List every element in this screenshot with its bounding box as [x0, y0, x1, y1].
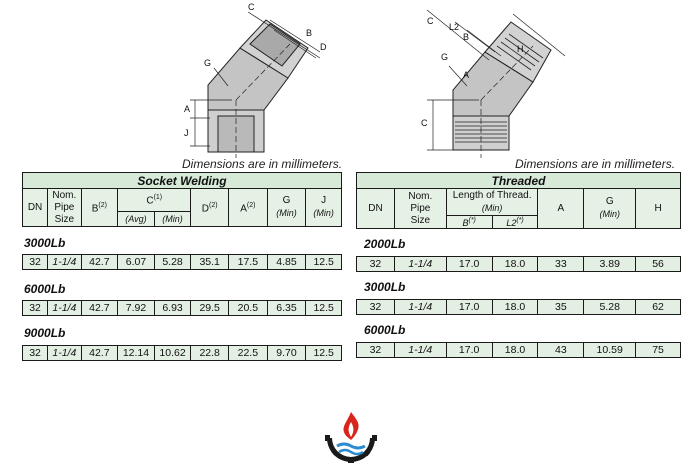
cell: 43 [538, 343, 584, 358]
cell: 17.0 [446, 300, 492, 315]
cell: 6.07 [118, 255, 155, 270]
threaded-header-table [356, 172, 681, 229]
th-row-6000 [356, 342, 681, 358]
socket-welding-title: Socket Welding [23, 173, 342, 189]
label-a: A [463, 70, 470, 80]
sw-rating-label: 3000Lb [24, 236, 66, 250]
cell: 17.0 [446, 343, 492, 358]
cell: 12.5 [306, 255, 342, 270]
cell: 35.1 [191, 255, 229, 270]
cell: 56 [636, 257, 681, 272]
cell: 42.7 [81, 301, 118, 316]
col-c-avg: (Avg) [118, 212, 155, 227]
col-b: $B^{(2)}$ [81, 189, 118, 227]
sw-rating-label: 6000Lb [24, 282, 66, 296]
cell: 32 [357, 343, 395, 358]
th-rating-label: 3000Lb [364, 280, 406, 294]
label-b: B [306, 28, 313, 38]
label-g: G [441, 52, 449, 62]
col-nom-pipe-size: Nom. Pipe Size [48, 189, 81, 227]
label-c-top: C [427, 16, 434, 26]
cell: 1-1/4 [394, 343, 446, 358]
label-l2: L2 [449, 22, 460, 32]
col-g: G (Min) [267, 189, 306, 227]
col-d: $D^{(2)}$ [191, 189, 229, 227]
units-caption-left: Dimensions are in millimeters. [182, 157, 343, 171]
cell: 12.14 [118, 346, 155, 361]
cell: 12.5 [306, 346, 342, 361]
label-b: B [463, 32, 470, 42]
cell: 32 [357, 257, 395, 272]
cell: 75 [636, 343, 681, 358]
col-length-of-thread: Length of Thread. (Min) [446, 189, 538, 216]
col-c: $C^{(1)}$ [118, 189, 191, 212]
cell: 32 [23, 346, 48, 361]
cell: 42.7 [81, 346, 118, 361]
cell: 62 [636, 300, 681, 315]
cell: 20.5 [228, 301, 267, 316]
cell: 7.92 [118, 301, 155, 316]
cell: 17.5 [228, 255, 267, 270]
units-caption-right: Dimensions are in millimeters. [515, 157, 676, 171]
cell: 32 [23, 255, 48, 270]
col-a: A [538, 189, 584, 229]
cell: 1-1/4 [394, 257, 446, 272]
sw-row-9000 [22, 345, 342, 361]
cell: 6.93 [154, 301, 191, 316]
socket-weld-elbow-drawing [170, 0, 350, 160]
col-b: B(*) [446, 216, 492, 229]
cell: 10.62 [154, 346, 191, 361]
sw-rating-label: 9000Lb [24, 326, 66, 340]
cell: 1-1/4 [48, 301, 81, 316]
cell: 10.59 [584, 343, 636, 358]
col-a: $A^{(2)}$ [228, 189, 267, 227]
th-row-3000 [356, 299, 681, 315]
th-rating-label: 6000Lb [364, 323, 406, 337]
cell: 3.89 [584, 257, 636, 272]
label-c: C [248, 2, 255, 12]
cell: 18.0 [492, 300, 538, 315]
cell: 5.28 [584, 300, 636, 315]
col-dn: DN [357, 189, 395, 229]
label-h: H [517, 44, 524, 54]
col-c-min: (Min) [154, 212, 191, 227]
col-g: G (Min) [584, 189, 636, 229]
cell: 1-1/4 [48, 255, 81, 270]
cell: 17.0 [446, 257, 492, 272]
label-c-side: C [421, 118, 428, 128]
col-j: J (Min) [306, 189, 342, 227]
cell: 29.5 [191, 301, 229, 316]
cell: 35 [538, 300, 584, 315]
label-g: G [204, 58, 212, 68]
cell: 1-1/4 [394, 300, 446, 315]
th-rating-label: 2000Lb [364, 237, 406, 251]
sw-row-6000 [22, 300, 342, 316]
col-nom-pipe-size: Nom. Pipe Size [394, 189, 446, 229]
cell: 4.85 [267, 255, 306, 270]
col-dn: DN [23, 189, 48, 227]
label-j: J [184, 128, 189, 138]
label-d: D [320, 42, 327, 52]
cell: 5.28 [154, 255, 191, 270]
socket-welding-header-table [22, 172, 342, 227]
th-row-2000 [356, 256, 681, 272]
cell: 22.8 [191, 346, 229, 361]
label-a: A [184, 104, 191, 114]
cell: 1-1/4 [48, 346, 81, 361]
cell: 18.0 [492, 343, 538, 358]
col-l2: L2(*) [492, 216, 538, 229]
cell: 33 [538, 257, 584, 272]
cell: 22.5 [228, 346, 267, 361]
col-h: H [636, 189, 681, 229]
company-logo-icon [323, 408, 379, 464]
sw-row-3000 [22, 254, 342, 270]
cell: 32 [23, 301, 48, 316]
cell: 42.7 [81, 255, 118, 270]
cell: 6.35 [267, 301, 306, 316]
cell: 12.5 [306, 301, 342, 316]
threaded-elbow-drawing [405, 0, 585, 160]
threaded-title: Threaded [357, 173, 681, 189]
cell: 9.70 [267, 346, 306, 361]
cell: 32 [357, 300, 395, 315]
cell: 18.0 [492, 257, 538, 272]
